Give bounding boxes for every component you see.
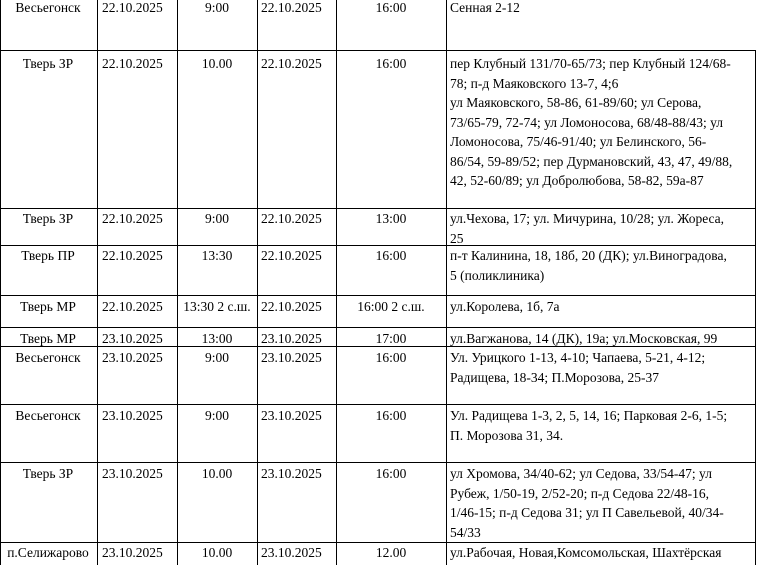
start-time-cell: 13:30: [201, 248, 233, 263]
address-line: Ул. Радищева 1-3, 2, 5, 14, 16; Парковая 2-6, 1-5;: [450, 408, 728, 423]
address-line: пер Клубный 131/70-65/73; пер Клубный 124/68-: [450, 56, 731, 71]
end-date-cell: 23.10.2025: [261, 466, 322, 481]
end-time-cell: 16:00: [375, 56, 407, 71]
start-time-cell: 13:00: [201, 331, 233, 346]
address-line: ул Маяковского, 58-86, 61-89/60; ул Серова,: [450, 95, 702, 110]
address-cell: [450, 297, 768, 317]
start-date-cell: 23.10.2025: [102, 350, 163, 365]
end-date-cell: 22.10.2025: [261, 211, 322, 226]
end-date-cell: 22.10.2025: [261, 248, 322, 263]
address-line: 1/46-15; п-д Седова 31; ул П Савельевой, 40/34-: [450, 505, 724, 520]
address-cell: [450, 246, 768, 285]
region-cell: Тверь МР: [20, 331, 76, 346]
end-time-cell: 16:00 2 с.ш.: [357, 299, 425, 314]
region-cell: Тверь ЗР: [22, 56, 74, 71]
end-date-cell: 23.10.2025: [261, 331, 322, 346]
address-line: Ломоносова, 75/46-91/40; ул Белинского, 56-: [450, 134, 707, 149]
address-line: Сенная 2-12: [450, 0, 520, 15]
address-line: П. Морозова 31, 34.: [450, 427, 564, 443]
address-line: ул.Королева, 1б, 7а: [450, 299, 560, 314]
row-divider: [0, 50, 755, 51]
start-date-cell: 22.10.2025: [102, 211, 163, 226]
end-date-cell: 22.10.2025: [261, 56, 322, 71]
start-time-cell: 10.00: [201, 466, 233, 481]
address-cell: [450, 406, 768, 445]
address-line: ул.Чехова, 17; ул. Мичурина, 10/28; ул. Жореса,: [450, 211, 725, 226]
region-cell: Весьегонск: [15, 0, 81, 15]
start-date-cell: 22.10.2025: [102, 56, 163, 71]
address-cell: [450, 54, 768, 191]
start-date-cell: 23.10.2025: [102, 466, 163, 481]
end-time-cell: 16:00: [375, 248, 407, 263]
end-time-cell: 17:00: [375, 331, 407, 346]
address-line: Рубеж, 1/50-19, 2/52-20; п-д Седова 22/48-16,: [450, 485, 709, 501]
address-cell: [450, 0, 768, 18]
start-date-cell: 23.10.2025: [102, 545, 163, 560]
address-line: ул Хромова, 34/40-62; ул Седова, 33/54-47; ул: [450, 466, 712, 481]
start-date-cell: 23.10.2025: [102, 408, 163, 423]
end-date-cell: 23.10.2025: [261, 350, 322, 365]
end-time-cell: 16:00: [375, 466, 407, 481]
address-line: Радищева, 18-34; П.Морозова, 25-37: [450, 369, 660, 385]
end-date-cell: 23.10.2025: [261, 408, 322, 423]
region-cell: Тверь МР: [20, 299, 76, 314]
row-divider: [0, 295, 755, 296]
end-time-cell: 13:00: [375, 211, 407, 226]
start-time-cell: 9:00: [204, 0, 229, 15]
address-line: 54/33: [450, 524, 481, 540]
end-date-cell: 23.10.2025: [261, 545, 322, 560]
start-time-cell: 9:00: [204, 211, 229, 226]
end-time-cell: 16:00: [375, 408, 407, 423]
start-time-cell: 10.00: [201, 545, 233, 560]
address-line: 42, 52-60/89; ул Добролюбова, 58-82, 59а-87: [450, 173, 704, 188]
region-cell: Тверь ЗР: [22, 211, 74, 226]
address-cell: [450, 348, 768, 387]
start-time-cell: 10.00: [201, 56, 233, 71]
address-line: 78; п-д Маяковского 13-7, 4;6: [450, 75, 619, 91]
address-line: ул.Рабочая, Новая,Комсомольская, Шахтёрская: [450, 545, 722, 560]
address-line: Ул. Урицкого 1-13, 4-10; Чапаева, 5-21, 4-12;: [450, 350, 706, 365]
end-time-cell: 16:00: [375, 0, 407, 15]
end-time-cell: 16:00: [375, 350, 407, 365]
address-line: 5 (поликлиника): [450, 267, 545, 283]
start-time-cell: 13:30 2 с.ш.: [183, 299, 251, 314]
start-time-cell: 9:00: [204, 408, 229, 423]
address-line: ул.Вагжанова, 14 (ДК), 19а; ул.Московская, 99: [450, 331, 718, 346]
address-cell: [450, 464, 768, 542]
start-date-cell: 23.10.2025: [102, 331, 163, 346]
region-cell: Тверь ЗР: [22, 466, 74, 481]
address-line: 25: [450, 230, 464, 246]
region-cell: п.Селижарово: [7, 545, 89, 560]
address-cell: [450, 329, 768, 349]
row-divider: [0, 327, 755, 328]
end-time-cell: 12.00: [375, 545, 407, 560]
address-line: п-т Калинина, 18, 18б, 20 (ДК); ул.Виноградова,: [450, 248, 727, 263]
end-date-cell: 22.10.2025: [261, 299, 322, 314]
region-cell: Весьегонск: [15, 350, 81, 365]
start-time-cell: 9:00: [204, 350, 229, 365]
row-divider: [0, 462, 755, 463]
address-line: 73/65-79, 72-74; ул Ломоносова, 68/48-88/43; ул: [450, 114, 723, 130]
address-cell: [450, 543, 768, 563]
row-divider: [0, 404, 755, 405]
region-cell: Весьегонск: [15, 408, 81, 423]
start-date-cell: 22.10.2025: [102, 248, 163, 263]
address-line: 86/54, 59-89/52; пер Дурмановский, 43, 47, 49/88,: [450, 153, 733, 169]
end-date-cell: 22.10.2025: [261, 0, 322, 15]
start-date-cell: 22.10.2025: [102, 0, 163, 15]
address-cell: [450, 209, 768, 248]
region-cell: Тверь ПР: [21, 248, 75, 263]
start-date-cell: 22.10.2025: [102, 299, 163, 314]
